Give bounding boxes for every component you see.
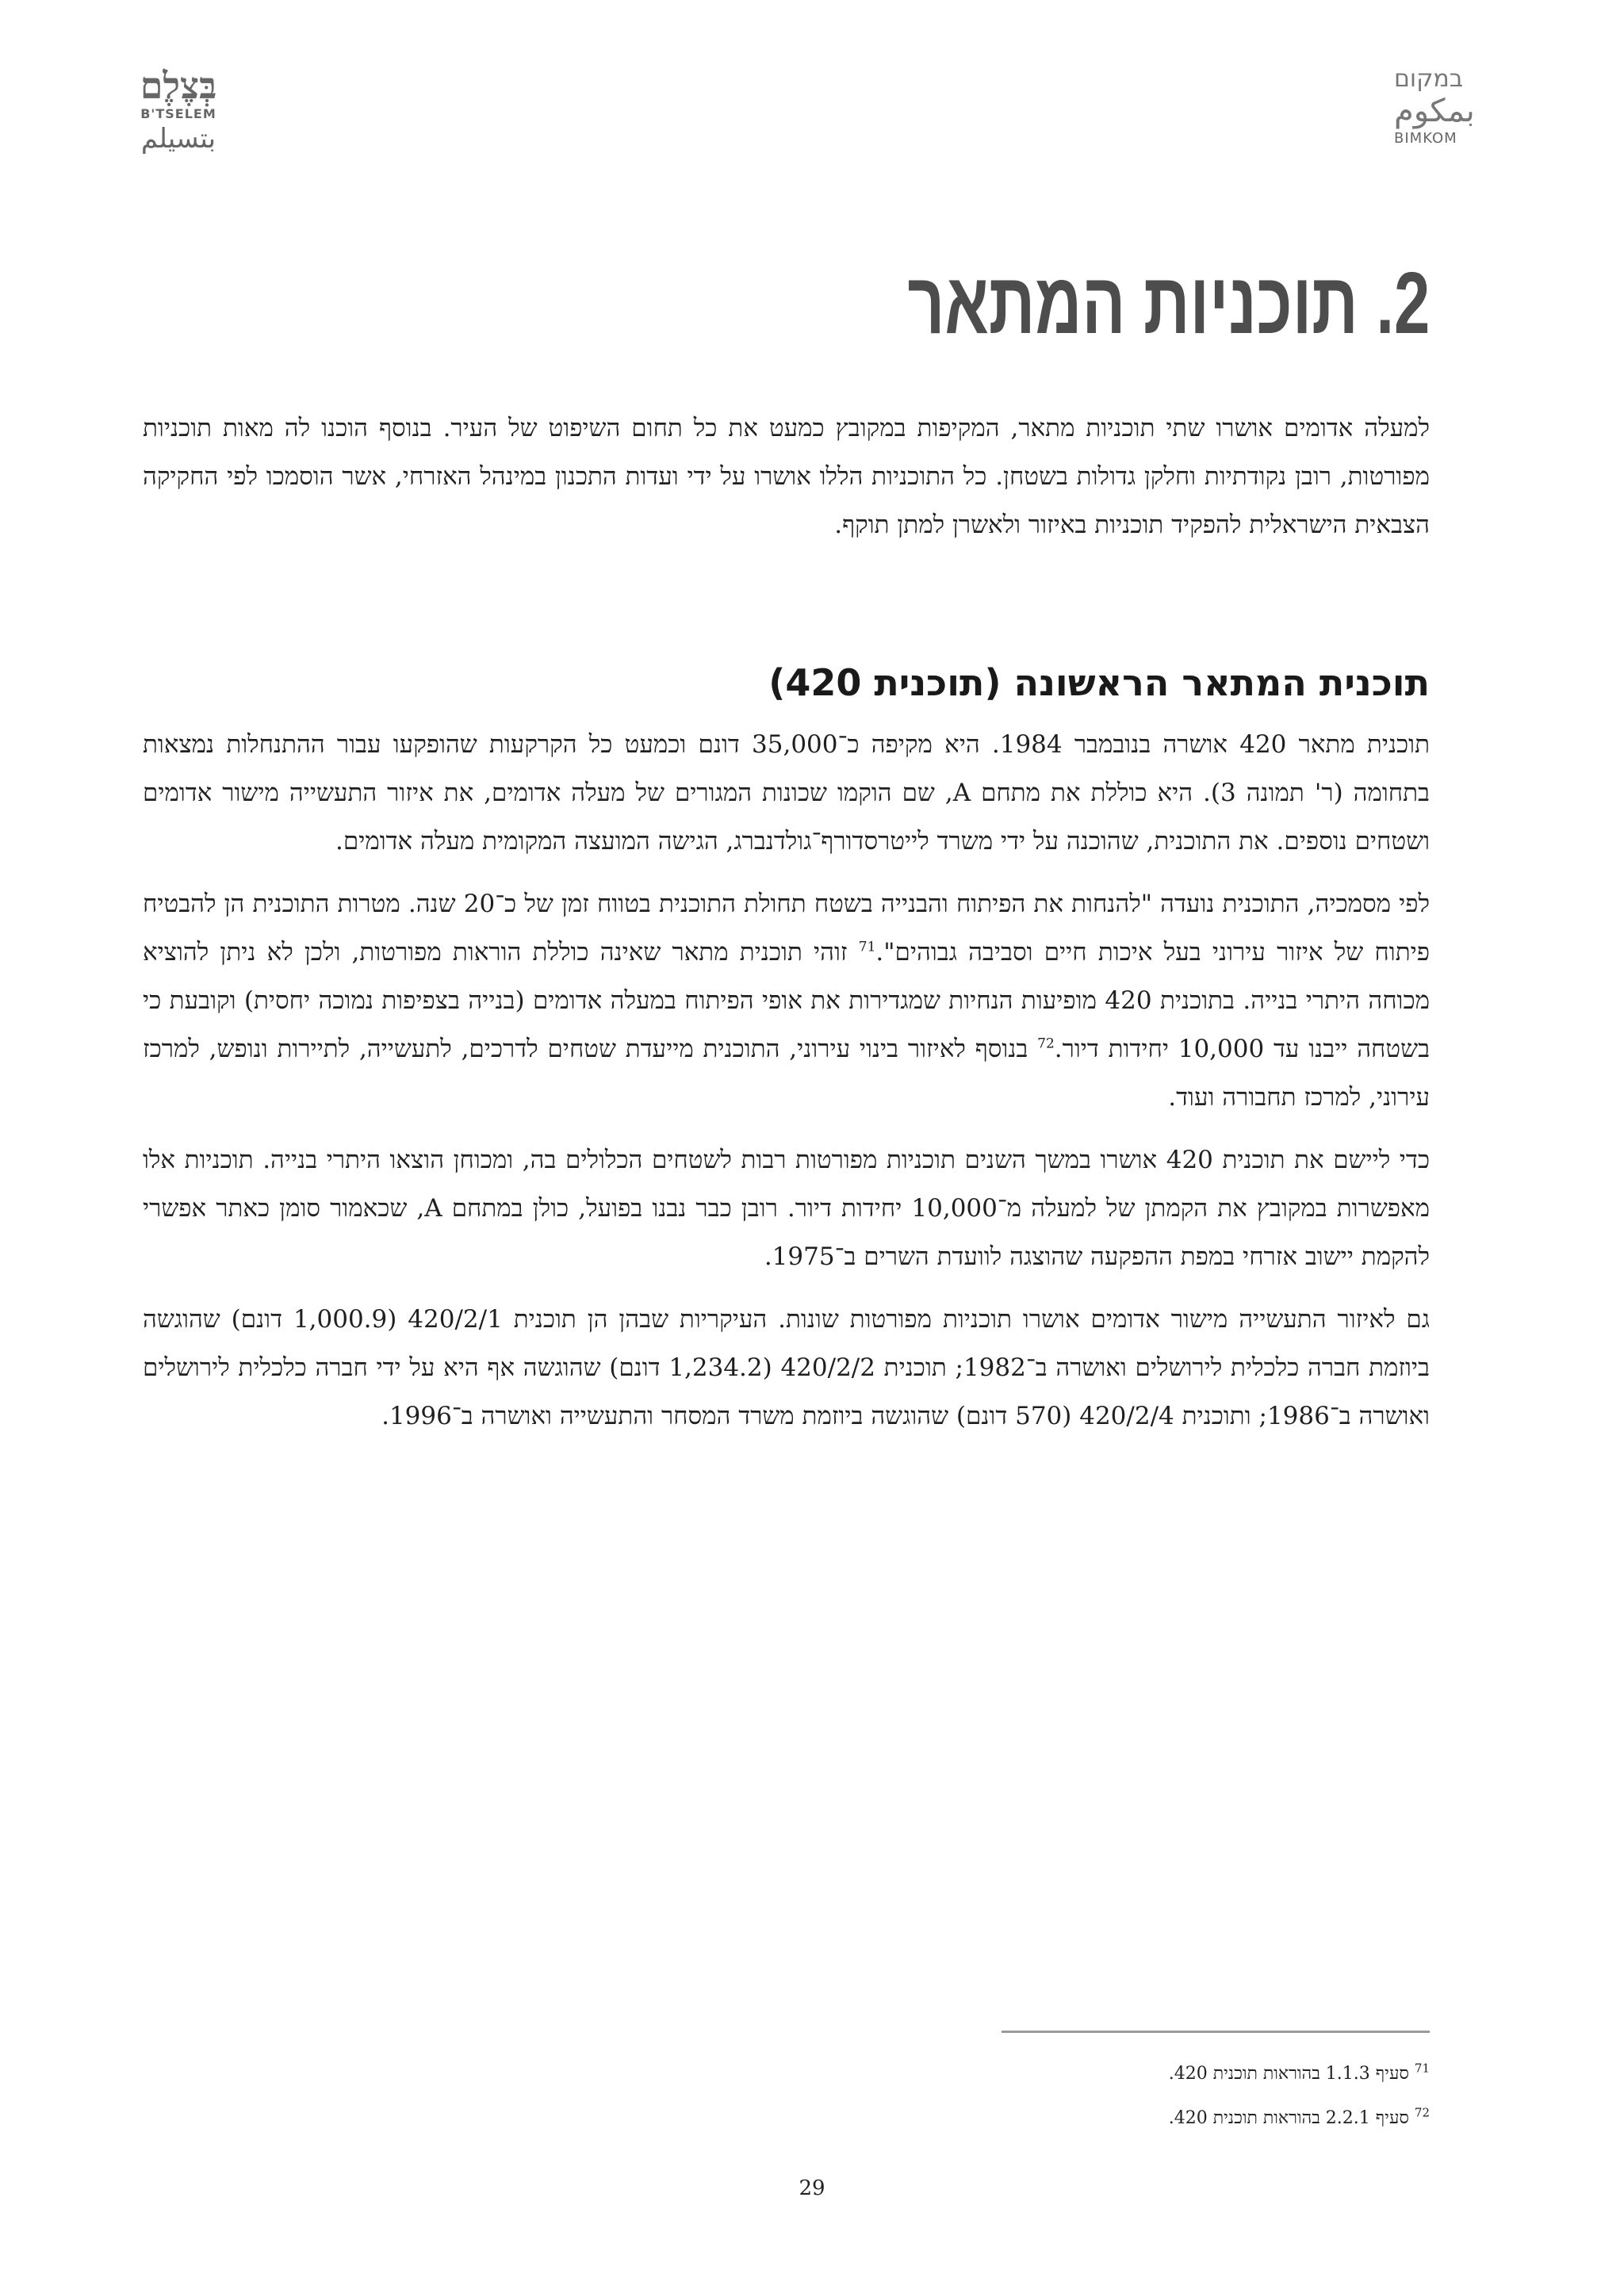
section-paragraph-1: תוכנית מתאר 420 אושרה בנובמבר 1984. היא מקיפה כ־35,000 דונם וכמעט כל הקרקעות שהופקעו עבור ההתנחלות נמצאות בתחומה (ר' תמונה 3). היא כוללת את מתחם A, שם הוקמו שכונות המגורים של מעלה אדומים, את איזור התעשייה מישור אדומים ושטחים נוספים. את התוכנית, שהוכנה על ידי משרד לייטרסדורף־גולדנברג, הגישה המועצה המקומית מעלה אדומים. (143, 730, 1431, 856)
main-content (143, 404, 1430, 1455)
footnote-number: 72 (1414, 2105, 1430, 2120)
btselem-logo-latin: B'TSELEM (140, 106, 216, 121)
footnote-text: סעיף 2.2.1 בהוראות תוכנית 420. (1168, 2108, 1409, 2128)
paragraph-2-text-c: בנוסף לאיזור בינוי עירוני, התוכנית מייעדת שטחים לדרכים, לתעשייה, לתיירות ונופש, למרכז עירוני, למרכז תחבורה ועוד. (143, 1035, 1430, 1112)
btselem-logo-hebrew: בְּצֶלֶם (140, 64, 217, 107)
bimkom-logo-hebrew: במקום (1394, 65, 1464, 93)
bimkom-logo (1394, 65, 1505, 149)
footnote-72 (716, 2096, 1430, 2141)
section-paragraph-4: גם לאיזור התעשייה מישור אדומים אושרו תוכניות מפורטות שונות. העיקריות שבהן הן תוכנית 420/2/1 (1,000.9 דונם) שהוגשה ביוזמת חברה כלכלית לירושלים ואושרה ב־1982; תוכנית 420/2/2 (1,234.2 דונם) שהוגשה אף היא על ידי חברה כלכלית לירושלים ואושרה ב־1986; ותוכנית 420/2/4 (570 דונם) שהוגשה ביוזמת משרד המסחר והתעשייה ואושרה ב־1996. (143, 1305, 1430, 1430)
footnote-text: סעיף 1.1.3 בהוראות תוכנית 420. (1168, 2064, 1409, 2084)
section-title: תוכנית המתאר הראשונה (תוכנית 420) (768, 661, 1430, 704)
btselem-logo-arabic: بتسيلم (140, 123, 216, 155)
section-paragraph-2 (143, 880, 1430, 1122)
footnote-ref-72[interactable]: 72 (1037, 1035, 1055, 1052)
paragraph-2-text-a: לפי מסמכיה, התוכנית נועדה "להנחות את הפיתוח והבנייה בשטח תחולת התוכנית בטווח זמן של כ־20 שנה. מטרות התוכנית הן להבטיח פיתוח של איזור עירוני בעל איכות חיים וסביבה גבוהים". (143, 890, 1430, 967)
page-number: 29 (799, 2176, 825, 2200)
paragraph-2-text-b: זוהי תוכנית מתאר שאינה כוללת הוראות מפורטות, ולכן לא ניתן להוציא מכוחה היתרי בנייה. בתוכנית 420 מופיעות הנחיות שמגדירות את אופי הפיתוח במעלה אדומים (בנייה בצפיפות נמוכה יחסית) וקובעת כי בשטחה ייבנו עד 10,000 יחידות דיור. (143, 938, 1431, 1063)
btselem-logo (119, 65, 238, 155)
footnote-ref-71[interactable]: 71 (858, 939, 876, 955)
bimkom-logo-latin: BIMKOM (1394, 130, 1457, 147)
intro-paragraph: למעלה אדומים אושרו שתי תוכניות מתאר, המקיפות במקובץ כמעט את כל תחום השיפוט של העיר. בנוסף הוכנו לה מאות תוכניות מפורטות, רובן נקודתיות וחלקן גדולות בשטחן. כל התוכניות הללו אושרו על ידי ועדות התכנון במינהל האזרחי, אשר הוסמכו לפי החקיקה הצבאית הישראלית להפקיד תוכניות באיזור ולאשרן למתן תוקף. (143, 414, 1430, 539)
footnote-divider (1002, 2031, 1430, 2033)
chapter-title: 2. תוכניות המתאר (907, 255, 1430, 352)
footnote-number: 71 (1414, 2061, 1430, 2076)
bimkom-logo-arabic: بمكوم (1394, 93, 1475, 129)
footnote-71 (716, 2052, 1430, 2096)
footnotes (716, 2052, 1430, 2141)
section-paragraph-3: כדי ליישם את תוכנית 420 אושרו במשך השנים תוכניות מפורטות רבות לשטחים הכלולים בה, ומכוחן הוצאו היתרי בנייה. תוכניות אלו מאפשרות במקובץ את הקמתן של למעלה מ־10,000 יחידות דיור. רובן כבר נבנו בפועל, כולן במתחם A, שכאמור סומן כאתר אפשרי להקמת יישוב אזרחי במפת ההפקעה שהוצגה לוועדת השרים ב־1975. (143, 1146, 1431, 1271)
